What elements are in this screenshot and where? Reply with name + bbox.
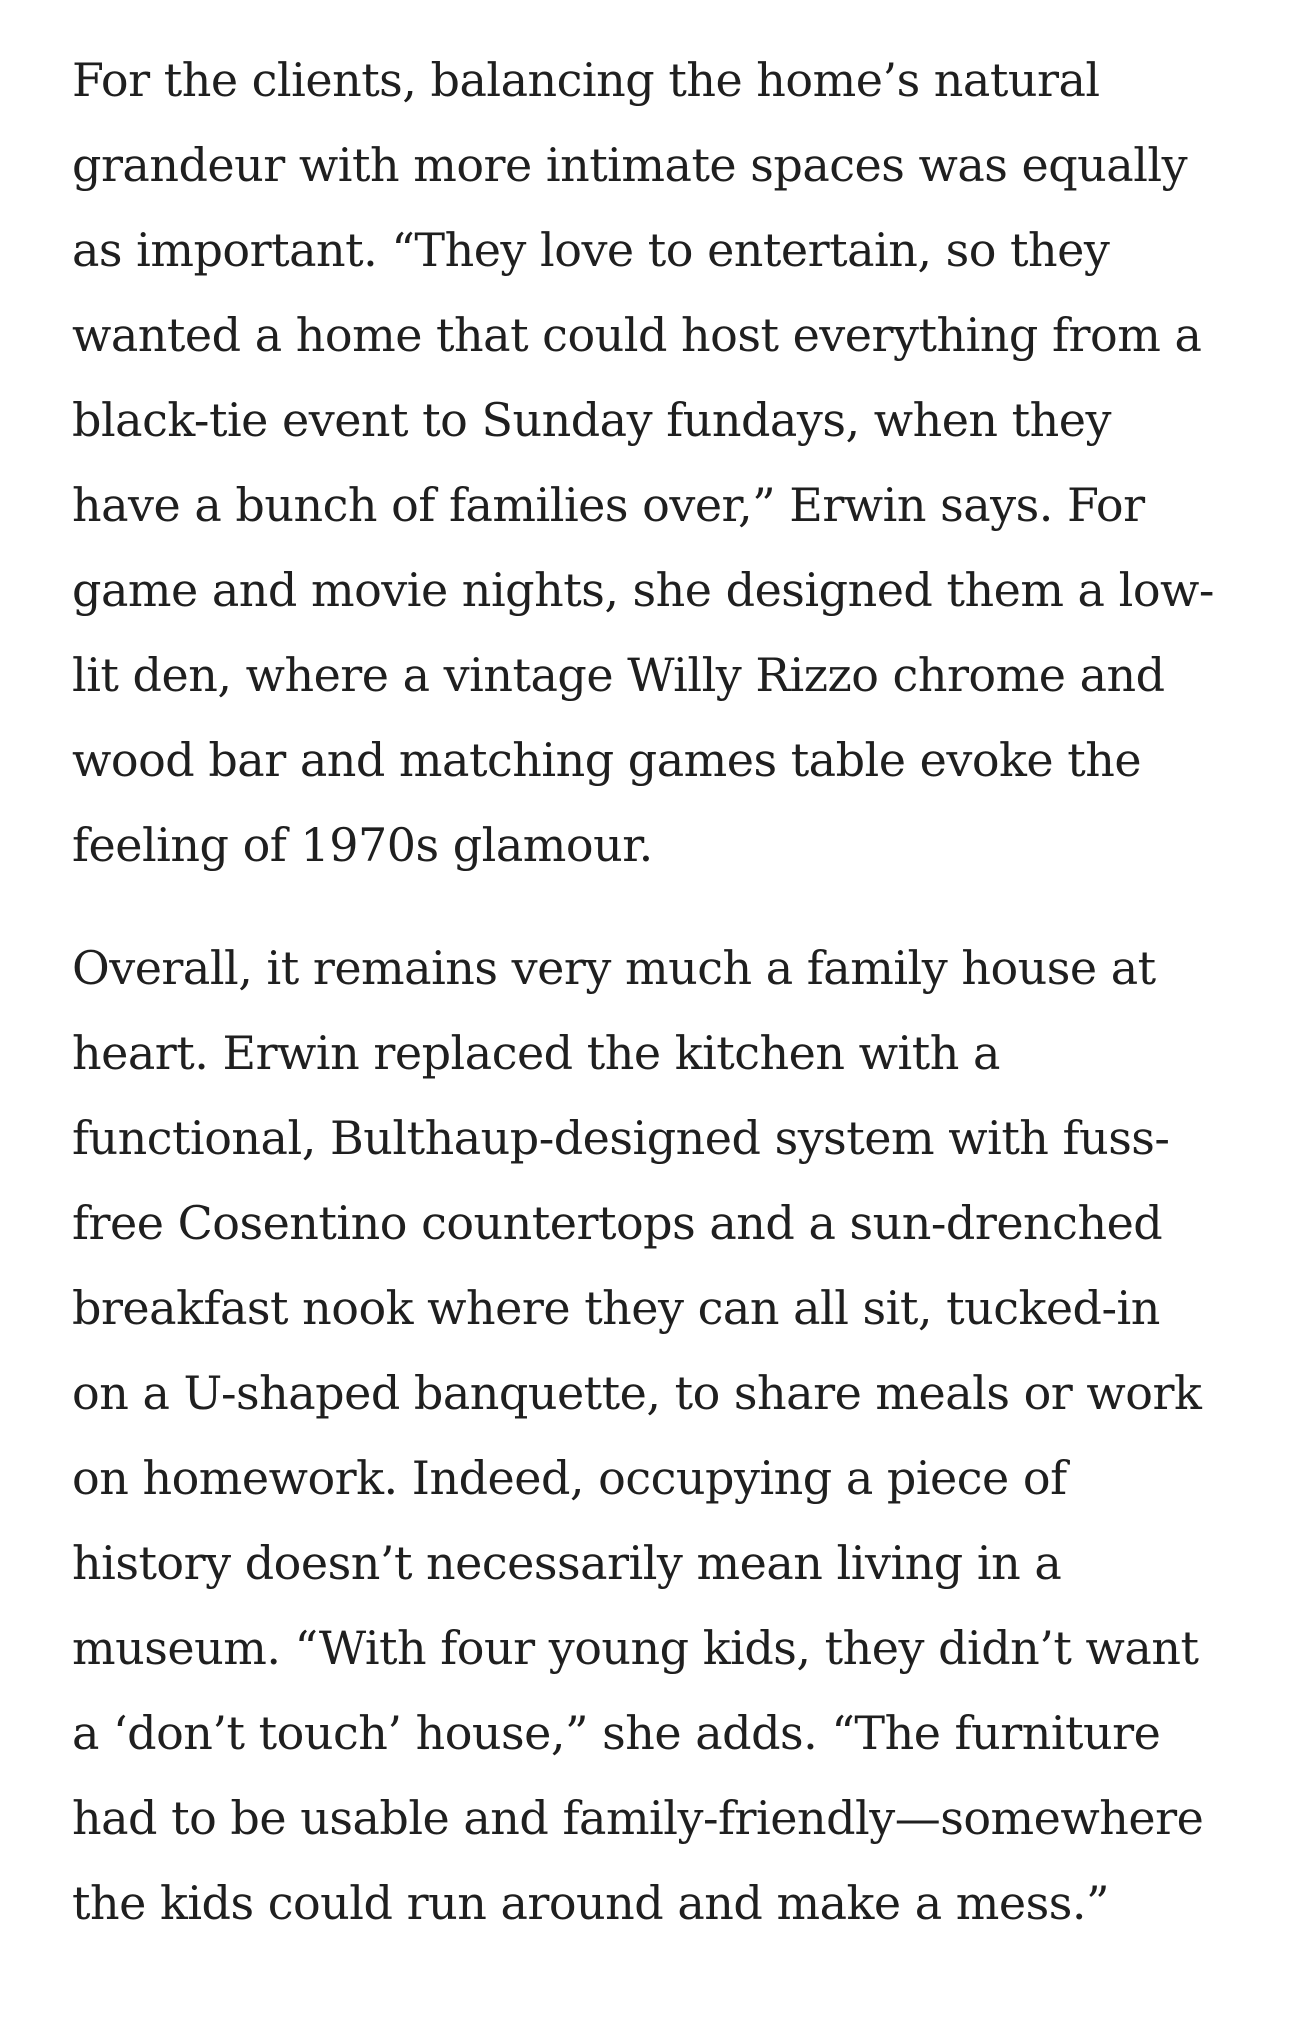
article-paragraph-1: For the clients, balancing the home’s natural grandeur with more intimate spaces was equally as important. “They love to entertain, so they wanted a home that could host everything from a black-tie event to Sunday fundays, when they have a bunch of families over,” Erwin says. For game and movie nights, she designed them a low-lit den, where a vintage Willy Rizzo chrome and wood bar and matching games table evoke the feeling of 1970s glamour. bbox=[72, 53, 1214, 872]
article-paragraph-2: Overall, it remains very much a family house at heart. Erwin replaced the kitchen with a functional, Bulthaup-designed system with fuss-free Cosentino countertops and a sun-drenched breakfast nook where they can all sit, tucked-in on a U-shaped banquette, to share meals or work on homework. Indeed, occupying a piece of history doesn’t necessarily mean living in a museum. “With four young kids, they didn’t want a ‘don’t touch’ house,” she adds. “The furniture had to be usable and family-friendly—somewhere the kids could run around and make a mess.” bbox=[72, 941, 1204, 1930]
